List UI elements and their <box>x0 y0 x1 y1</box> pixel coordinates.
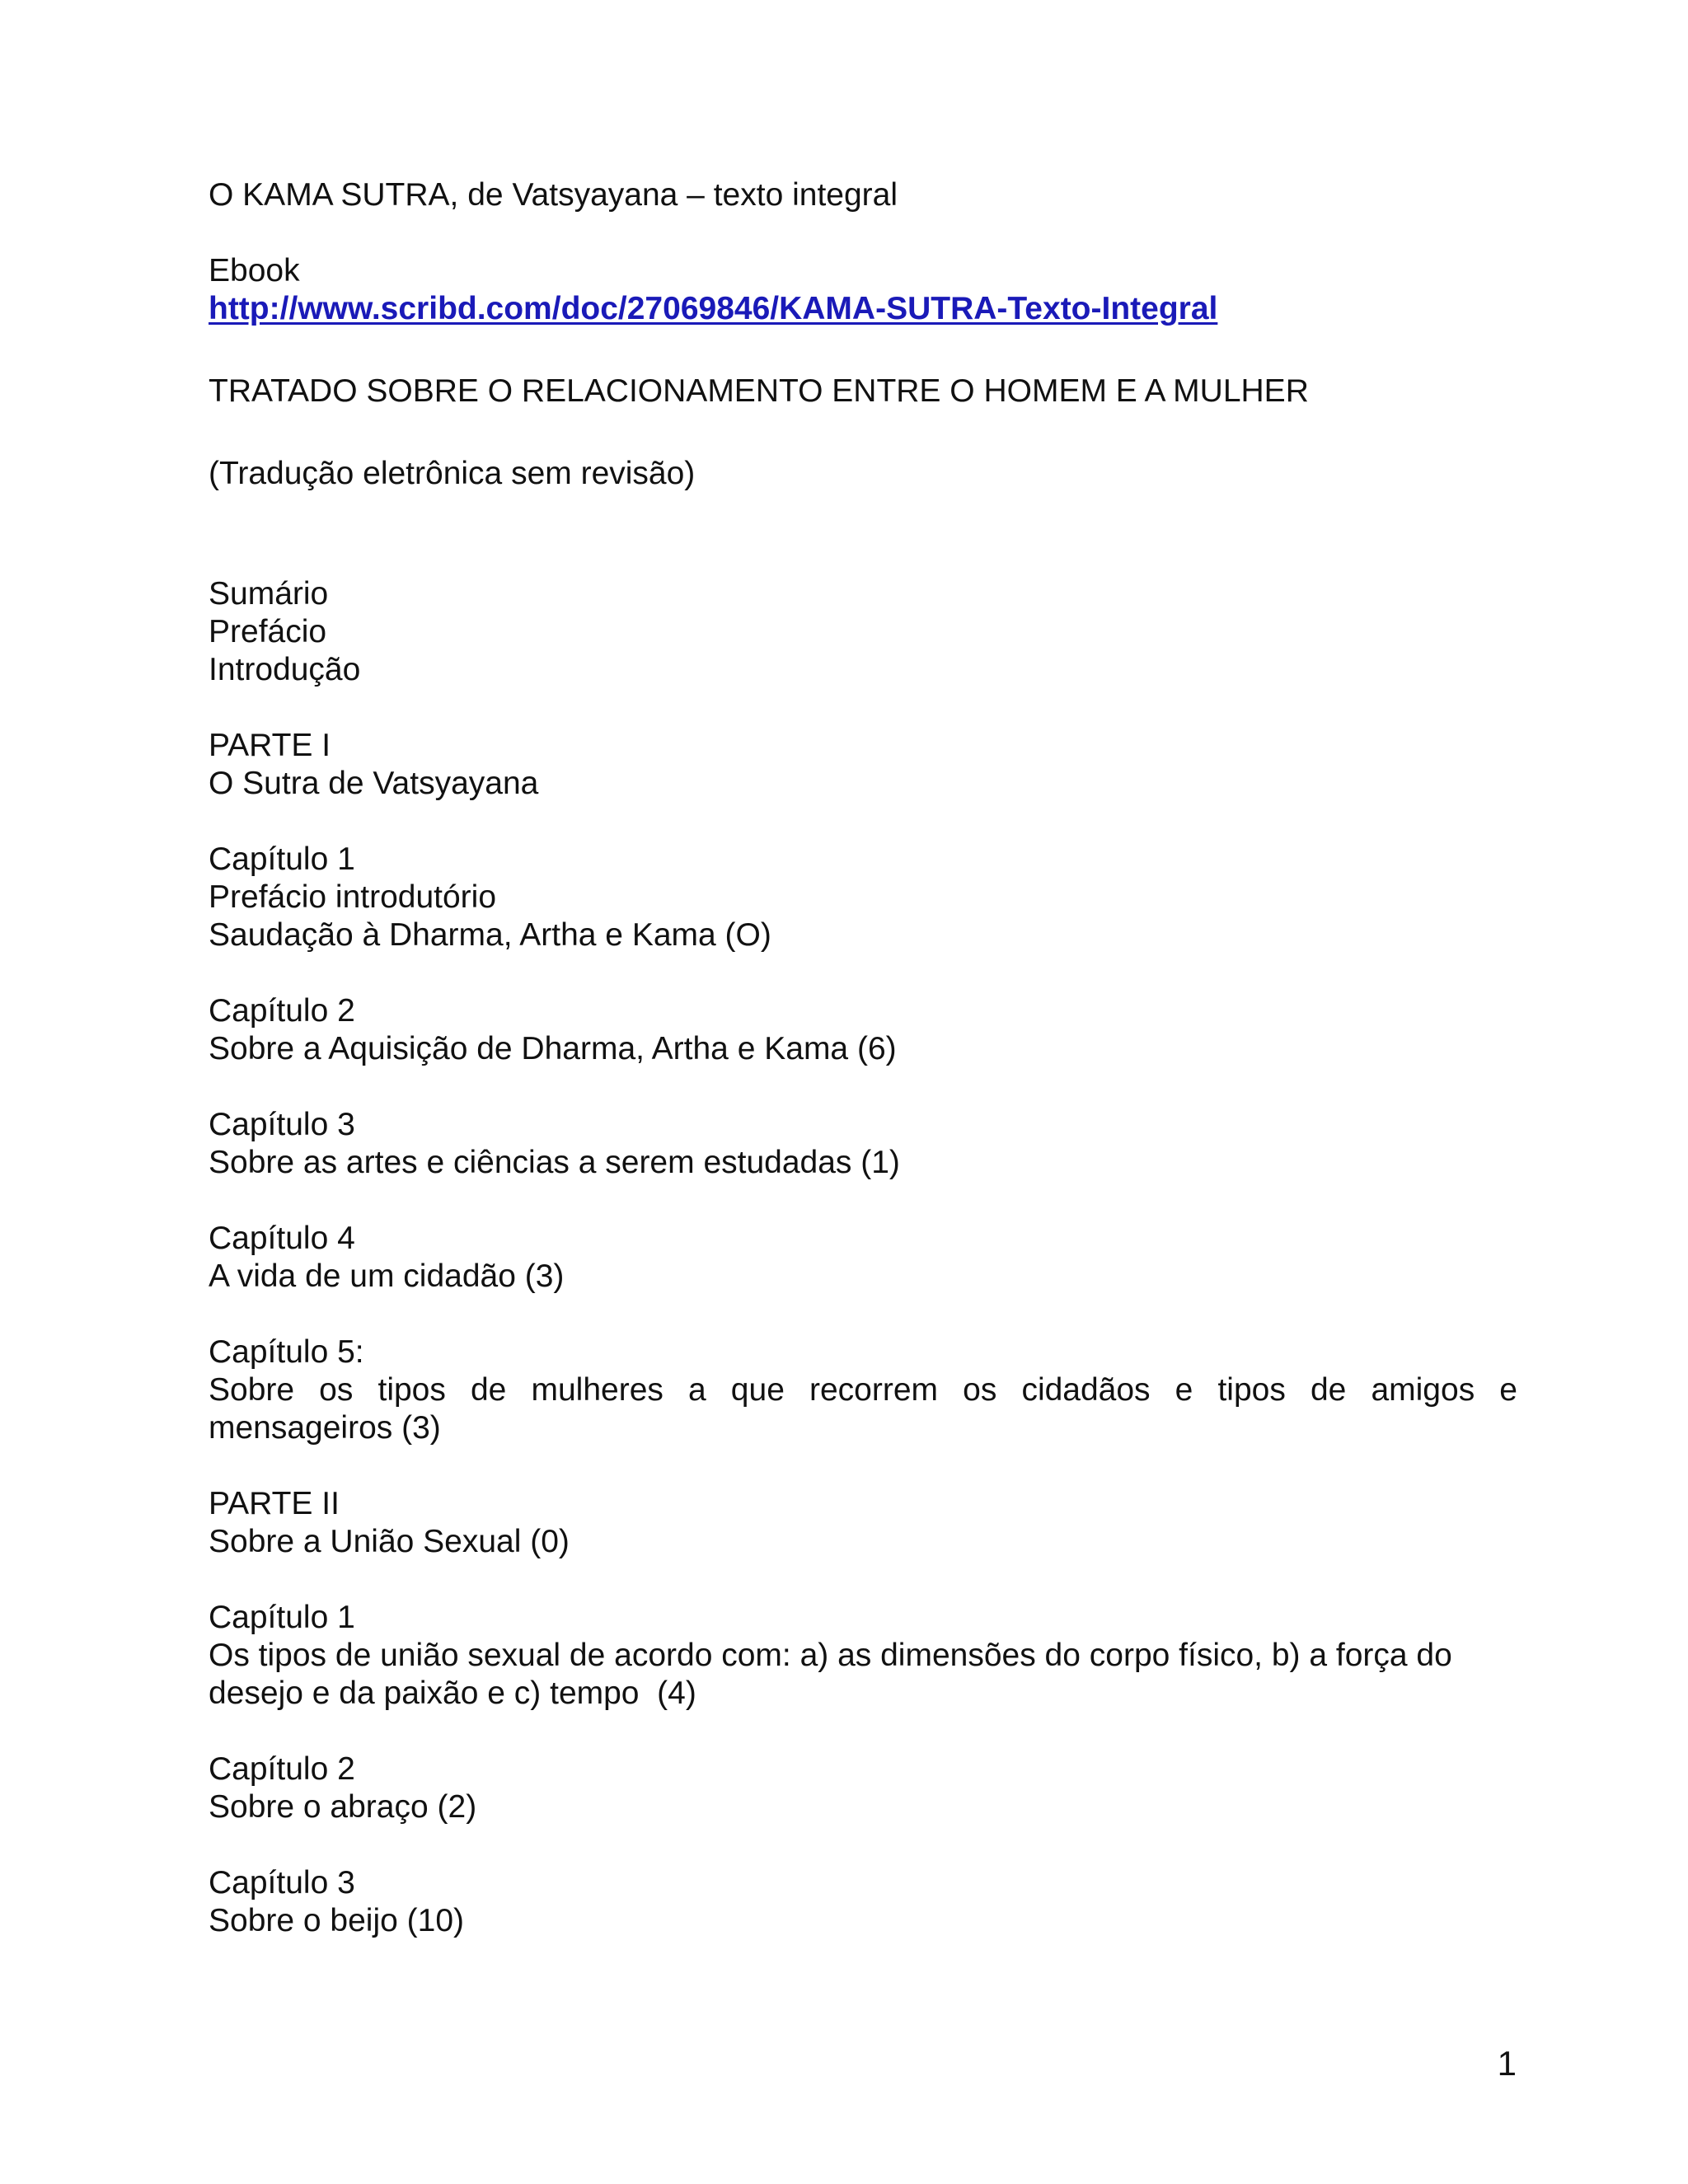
part2-chapter3-label: Capítulo 3 <box>209 1865 355 1900</box>
part1-chapter5-label: Capítulo 5: <box>209 1334 364 1370</box>
translation-note: (Tradução eletrônica sem revisão) <box>209 456 696 491</box>
part2-title: Sobre a União Sexual (0) <box>209 1524 570 1559</box>
document-subtitle: TRATADO SOBRE O RELACIONAMENTO ENTRE O HOMEM E A MULHER <box>209 373 1309 409</box>
part2-chapter1-line: desejo e da paixão e c) tempo (4) <box>209 1675 696 1711</box>
part2-chapter1-line: Os tipos de união sexual de acordo com: a) as dimensões do corpo físico, b) a força do <box>209 1638 1452 1673</box>
part1-label: PARTE I <box>209 728 331 763</box>
document-title: O KAMA SUTRA, de Vatsyayana – texto integral <box>209 177 898 213</box>
part2-chapter3-line: Sobre o beijo (10) <box>209 1903 465 1938</box>
part1-chapter1-line: Prefácio introdutório <box>209 879 497 915</box>
part1-chapter4-line: A vida de um cidadão (3) <box>209 1258 565 1294</box>
part1-chapter2-line: Sobre a Aquisição de Dharma, Artha e Kama (6) <box>209 1031 897 1066</box>
ebook-label: Ebook <box>209 253 300 288</box>
toc-item-sumario: Sumário <box>209 576 329 612</box>
part1-chapter3-line: Sobre as artes e ciências a serem estudadas (1) <box>209 1145 900 1180</box>
part1-chapter1-line: Saudação à Dharma, Artha e Kama (O) <box>209 917 771 953</box>
page-number: 1 <box>1497 2044 1517 2083</box>
part1-chapter4-label: Capítulo 4 <box>209 1221 355 1256</box>
toc-item-introducao: Introdução <box>209 652 361 687</box>
part2-chapter2-line: Sobre o abraço (2) <box>209 1789 477 1825</box>
part2-chapter2-label: Capítulo 2 <box>209 1751 355 1787</box>
part1-chapter3-label: Capítulo 3 <box>209 1107 355 1142</box>
part1-chapter5-line: Sobre os tipos de mulheres a que recorrem os cidadãos e tipos de amigos e <box>209 1372 1517 1408</box>
part2-chapter1-label: Capítulo 1 <box>209 1600 355 1635</box>
document-body <box>209 176 1517 1940</box>
part2-label: PARTE II <box>209 1486 340 1521</box>
part1-chapter1-label: Capítulo 1 <box>209 841 355 877</box>
part1-title: O Sutra de Vatsyayana <box>209 766 539 801</box>
part1-chapter2-label: Capítulo 2 <box>209 993 355 1029</box>
ebook-link[interactable]: http://www.scribd.com/doc/27069846/KAMA-SUTRA-Texto-Integral <box>209 291 1218 326</box>
part1-chapter5-line: mensageiros (3) <box>209 1410 441 1446</box>
toc-item-prefacio: Prefácio <box>209 614 327 649</box>
